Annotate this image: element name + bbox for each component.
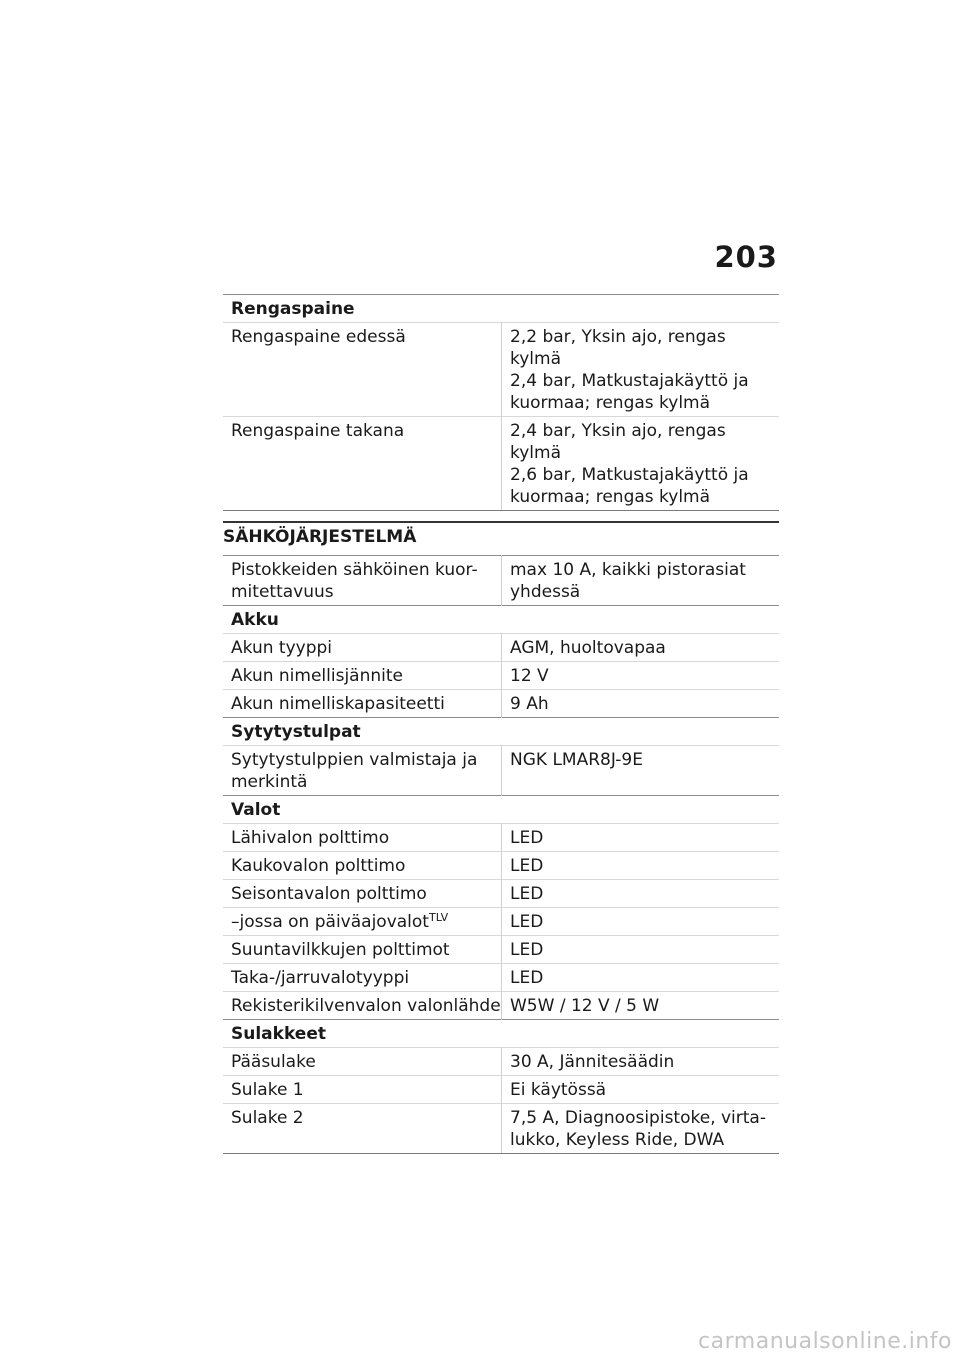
table-row [223, 824, 779, 852]
row-value: LED [502, 936, 780, 964]
row-value: LED [502, 908, 780, 936]
row-label: Sytytystulppien valmistaja ja merkintä [223, 746, 502, 796]
table-row [223, 1104, 779, 1154]
spark-plugs-heading: Sytytystulpat [223, 718, 779, 746]
table-row [223, 908, 779, 936]
row-label: –jossa on päiväajovalot$^{TLV}$ [223, 908, 502, 936]
row-value: 2,4 bar, Yksin ajo, rengas kylmä 2,6 bar, Matkustajakäyttö ja kuormaa; rengas kylmä [502, 417, 780, 511]
table-row [223, 1048, 779, 1076]
battery-heading: Akku [223, 606, 779, 634]
row-label: Akun nimellisjännite [223, 662, 502, 690]
fuses-heading: Sulakkeet [223, 1020, 779, 1048]
page-number: 203 [714, 240, 778, 274]
row-value: Ei käytössä [502, 1076, 780, 1104]
row-label: Pistokkeiden sähköinen kuor-mitettavuus [223, 556, 502, 606]
row-label: Akun nimelliskapasiteetti [223, 690, 502, 718]
row-label: Pääsulake [223, 1048, 502, 1076]
row-value: 12 V [502, 662, 780, 690]
row-label: Taka-/jarruvalotyyppi [223, 964, 502, 992]
row-value: AGM, huoltovapaa [502, 634, 780, 662]
row-value: 7,5 A, Diagnoosipistoke, virta-lukko, Keyless Ride, DWA [502, 1104, 780, 1154]
row-label: Rekisterikilvenvalon valonlähde [223, 992, 502, 1020]
table-row [223, 964, 779, 992]
row-label: Sulake 2 [223, 1104, 502, 1154]
lights-heading: Valot [223, 796, 779, 824]
table-row [223, 852, 779, 880]
row-value: LED [502, 824, 780, 852]
section-title: SÄHKÖJÄRJESTELMÄ [223, 521, 779, 547]
table-row [223, 690, 779, 718]
electrical-table [223, 555, 779, 1154]
table-row [223, 323, 779, 417]
table-row [223, 1076, 779, 1104]
row-label: Rengaspaine takana [223, 417, 502, 511]
row-label: Lähivalon polttimo [223, 824, 502, 852]
table-row [223, 417, 779, 511]
tire-pressure-table [223, 294, 779, 511]
row-label: Sulake 1 [223, 1076, 502, 1104]
row-value: 30 A, Jännitesäädin [502, 1048, 780, 1076]
tire-pressure-heading: Rengaspaine [223, 295, 779, 323]
table-row [223, 880, 779, 908]
row-value: 9 Ah [502, 690, 780, 718]
table-row [223, 556, 779, 606]
row-label: Suuntavilkkujen polttimot [223, 936, 502, 964]
row-value: LED [502, 880, 780, 908]
table-row [223, 936, 779, 964]
table-row [223, 746, 779, 796]
row-label: Kaukovalon polttimo [223, 852, 502, 880]
row-value: NGK LMAR8J-9E [502, 746, 780, 796]
row-value: max 10 A, kaikki pistorasiat yhdessä [502, 556, 780, 606]
table-row [223, 662, 779, 690]
row-label: Akun tyyppi [223, 634, 502, 662]
row-value: LED [502, 852, 780, 880]
table-row [223, 634, 779, 662]
row-label: Seisontavalon polttimo [223, 880, 502, 908]
row-value: W5W / 12 V / 5 W [502, 992, 780, 1020]
row-value: 2,2 bar, Yksin ajo, rengas kylmä 2,4 bar, Matkustajakäyttö ja kuormaa; rengas kylmä [502, 323, 780, 417]
tlv-superscript: TLV [428, 911, 449, 924]
row-value: LED [502, 964, 780, 992]
watermark-logo: carmanualsonline.info [698, 1329, 952, 1354]
table-row [223, 992, 779, 1020]
row-label: Rengaspaine edessä [223, 323, 502, 417]
